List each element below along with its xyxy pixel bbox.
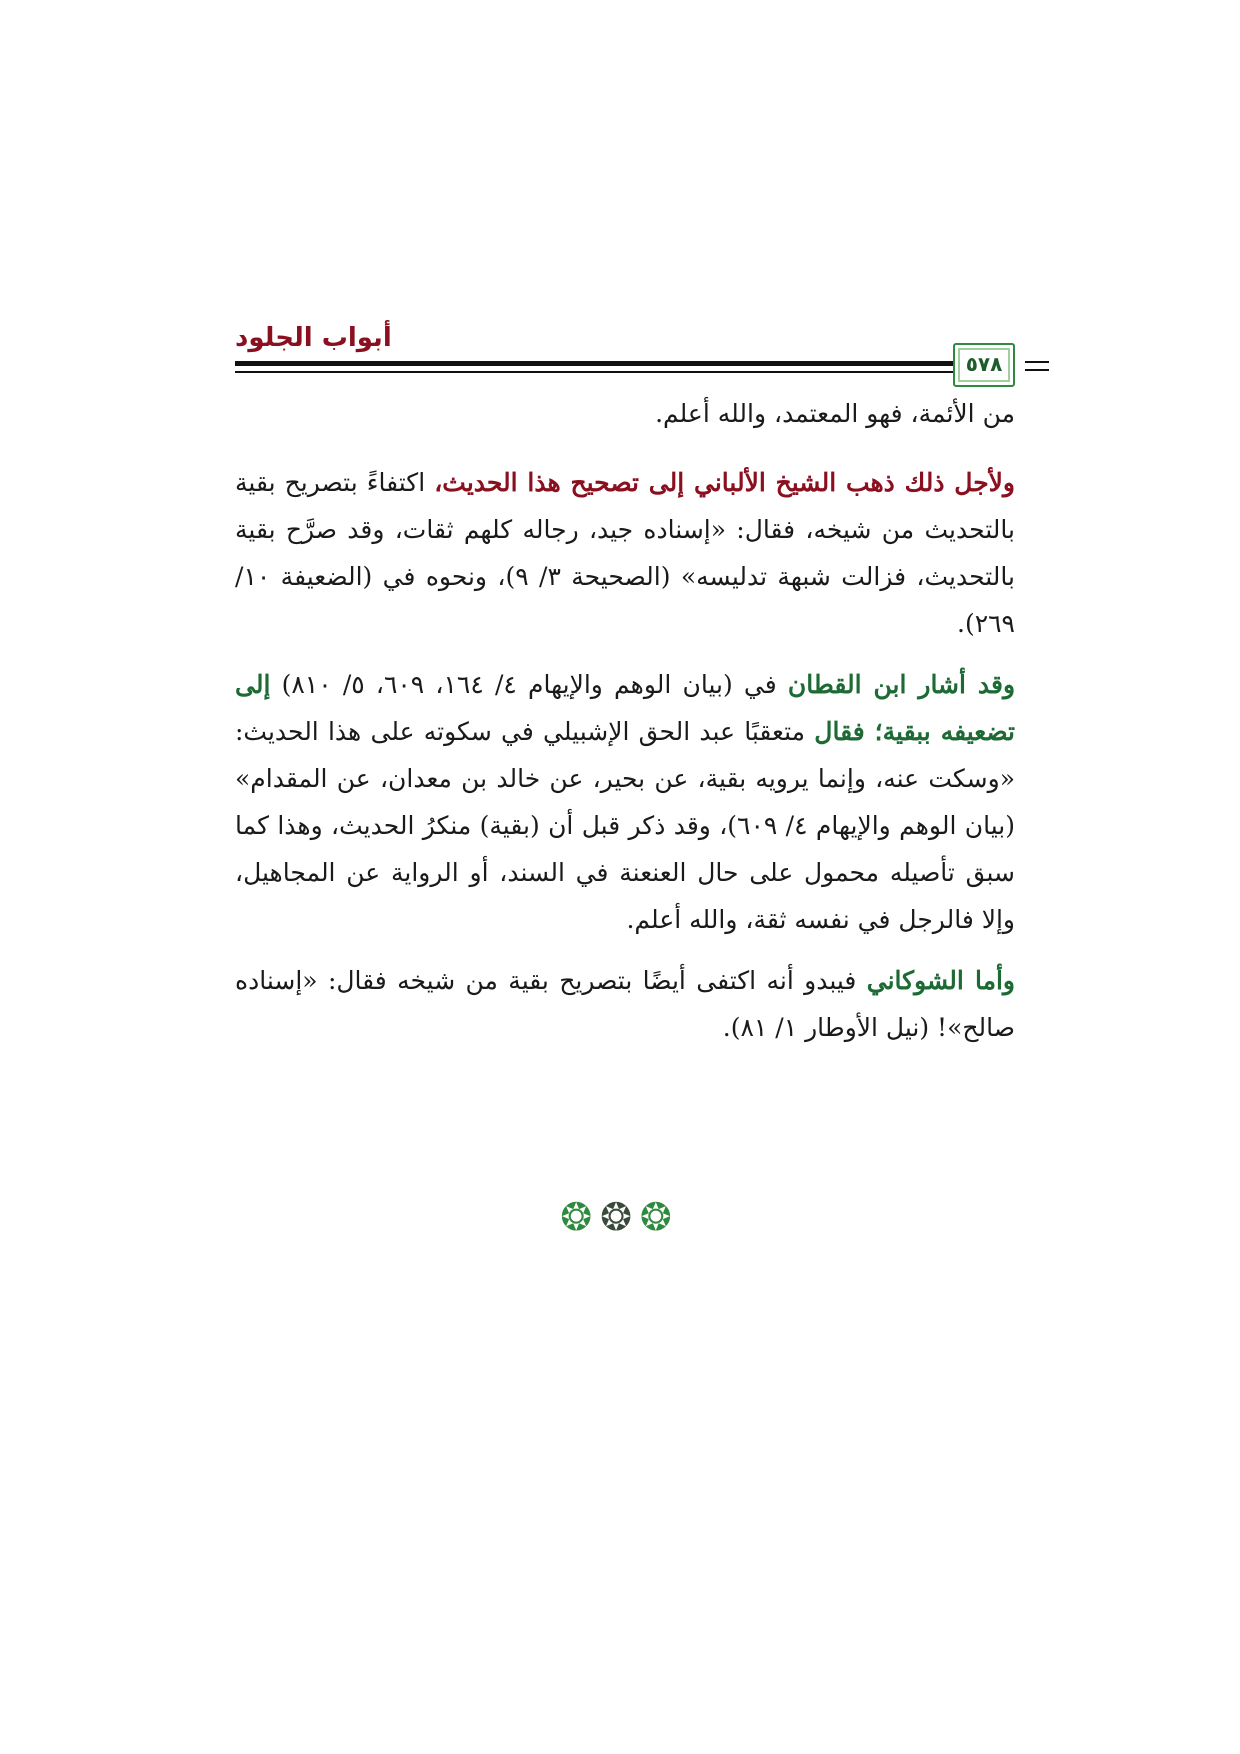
- paragraph-4-text: فيبدو أنه اكتفى أيضًا بتصريح بقية من شيخه فقال: «إسناده صالح»! (نيل الأوطار ١/ ٨١).: [235, 966, 1015, 1042]
- section-end-ornaments: [520, 1195, 720, 1239]
- paragraph-2: [235, 459, 1015, 647]
- paragraph-3-text: متعقبًا عبد الحق الإشبيلي في سكوته على هذا الحديث: «وسكت عنه، وإنما يرويه بقية، عن بحير، عن خالد بن معدان، عن المقدام» (بيان الوهم والإيهام ٤/ ٦٠٩)، وقد ذكر قبل أن (بقية) منكرُ الحديث، وهذا كما سبق تأصيله محمول على حال العنعنة في السند، أو الرواية عن المجاهيل، وإلا فالرجل في نفسه ثقة، والله أعلم.: [235, 717, 1015, 934]
- ornament-center-icon: ❂: [600, 1195, 640, 1239]
- page-number: ٥٧٨: [965, 352, 1003, 376]
- paragraph-3: [235, 661, 1015, 943]
- paragraph-3-lead-2: إلى تضعيفه ببقية؛ فقال: [235, 670, 1015, 746]
- chapter-title: أبواب الجلود: [235, 323, 392, 353]
- ornament-right-icon: ❂: [560, 1195, 601, 1239]
- paragraph-4: [235, 957, 1015, 1051]
- header-rule-thin: [235, 371, 1015, 373]
- page-body: [235, 390, 1015, 1065]
- page-number-frame: [953, 343, 1015, 387]
- paragraph-2-lead: ولأجل ذلك ذهب الشيخ الألباني إلى تصحيح هذا الحديث،: [434, 468, 1015, 497]
- header-rule-right-top: [1025, 361, 1049, 363]
- paragraph-2-text: اكتفاءً بتصريح بقية بالتحديث من شيخه، فقال: «إسناده جيد، رجاله كلهم ثقات، وقد صرَّح بقية بالتحديث، فزالت شبهة تدليسه» (الصحيحة ٣/ ٩)، ونحوه في (الضعيفة ١٠/ ٢٦٩).: [235, 468, 1016, 638]
- ornament-left-icon: ❂: [639, 1195, 680, 1239]
- paragraph-3-lead: وقد أشار ابن القطان: [787, 670, 1016, 699]
- paragraph-1-text: من الأئمة، فهو المعتمد، والله أعلم.: [655, 399, 1015, 428]
- paragraph-1: [235, 390, 1015, 437]
- paragraph-4-lead: وأما الشوكاني: [866, 966, 1015, 995]
- header-rule-right-bottom: [1025, 369, 1049, 371]
- header-rule-thick: [235, 361, 1015, 366]
- paragraph-3-citation: في (بيان الوهم والإيهام ٤/ ١٦٤، ٦٠٩، ٥/ ٨١٠): [270, 670, 788, 699]
